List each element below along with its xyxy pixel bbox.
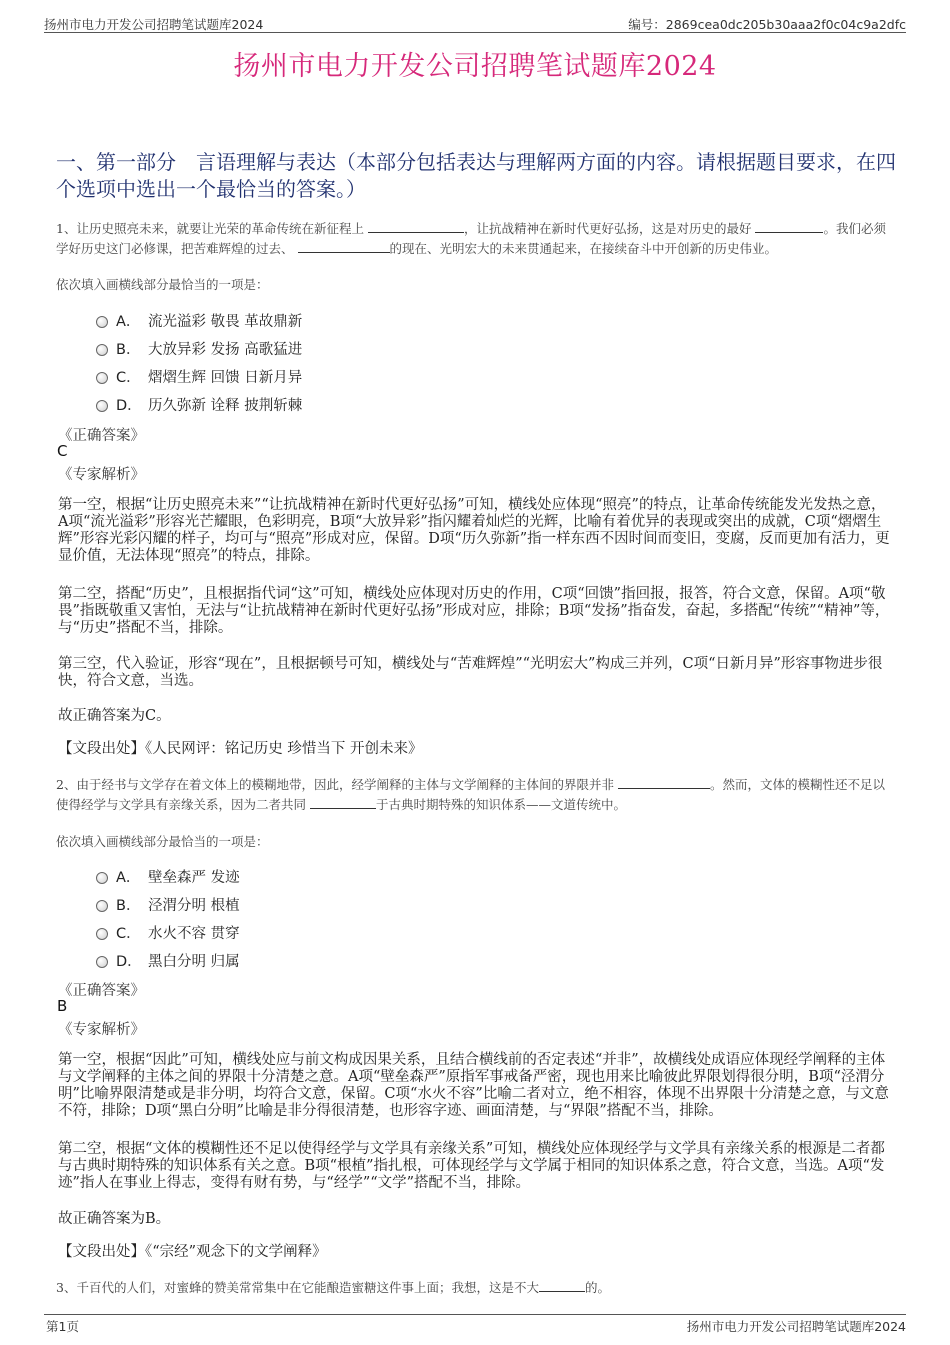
q1-blank-1 — [368, 219, 464, 233]
q1-analysis-para-3: 第三空，代入验证，形容“现在”，且根据顿号可知，横线处与“苦难辉煌”“光明宏大”构成三并列，C项“日新月异”形容事物进步很快，符合文意，当选。 — [58, 656, 883, 689]
q3-text-2: 的。 — [584, 1280, 610, 1295]
q2-analysis-para-2: 第二空，根据“文体的模糊性还不足以使得经学与文学具有亲缘关系”可知，横线处应体现经学与文学具有亲缘关系的根源是二者都与古典时期特殊的知识体系有关之意。B项“根植”指扎根，可体现经学与文学属于相同的知识体系之意，符合文意，当选。A项“发迹”指人在事业上得志，变得有财有势，与“经学”“文学”搭配不当，排除。 — [58, 1141, 885, 1191]
q2-analysis-para-1: 第一空，根据“因此”可知，横线处应与前文构成因果关系，且结合横线前的否定表述“并非”，故横线处成语应体现经学阐释的主体与文学阐释的主体之间的界限十分清楚之意。A项“壁垒森严”原指军事戒备严密，现也用来比喻彼此界限划得很分明，B项“泾渭分明”比喻界限清楚或是非分明，均符合文意，保留。C项“水火不容”比喻二者对立，绝不相容，体现不出界限十分清楚之意，与文意不符，排除；D项“黑白分明”比喻是非分得很清楚，也形容字迹、画面清楚，与“界限”搭配不当，排除。 — [58, 1052, 889, 1119]
option-letter: A． — [116, 870, 141, 886]
q2-option-c[interactable] — [96, 922, 240, 943]
option-letter: C． — [116, 926, 141, 942]
q1-analysis-para-2: 第二空，搭配“历史”，且根据指代词“这”可知，横线处应体现对历史的作用，C项“回馈”指回报，报答，符合文意，保留。A项“敬畏”指既敬重又害怕，无法与“让抗战精神在新时代更好弘扬”形成对应，排除；B项“发扬”指奋发，奋起，多搭配“传统”“精神”等，与“历史”搭配不当，排除。 — [58, 586, 890, 636]
q2-option-d[interactable] — [96, 950, 240, 971]
q1-option-d[interactable] — [96, 394, 302, 415]
option-text: 壁垒森严 发迹 — [148, 870, 240, 886]
header-id-label: 编号： — [628, 17, 666, 32]
q2-answer-label: 《正确答案》 — [58, 983, 145, 999]
radio-icon[interactable] — [96, 872, 108, 884]
q2-source: 【文段出处】《“宗经”观念下的文学阐释》 — [58, 1244, 327, 1260]
page-header — [44, 14, 906, 33]
option-text: 黑白分明 归属 — [148, 954, 240, 970]
q1-option-c[interactable] — [96, 366, 302, 387]
q1-blank-2 — [755, 219, 823, 233]
option-letter: D． — [116, 398, 142, 414]
q1-analysis-para-4: 故正确答案为C。 — [58, 708, 171, 724]
option-text: 流光溢彩 敬畏 革故鼎新 — [148, 314, 303, 330]
q2-blank-1 — [618, 775, 710, 789]
radio-icon[interactable] — [96, 400, 108, 412]
q2-text-3: 于古典时期特殊的知识体系——文道传统中。 — [376, 797, 627, 812]
option-text: 熠熠生辉 回馈 日新月异 — [148, 370, 303, 386]
header-id-code: 2869cea0dc205b30aaa2f0c04c9a2dfc — [665, 17, 906, 32]
option-letter: B． — [116, 898, 141, 914]
q1-text-1: 1、让历史照亮未来，就要让光荣的革命传统在新征程上 — [56, 221, 364, 236]
option-letter: D． — [116, 954, 142, 970]
q2-option-b[interactable] — [96, 894, 240, 915]
q1-analysis-label: 《专家解析》 — [58, 467, 145, 483]
q3-blank-1 — [539, 1278, 585, 1292]
q2-instruction: 依次填入画横线部分最恰当的一项是： — [56, 834, 269, 849]
radio-icon[interactable] — [96, 956, 108, 968]
q1-instruction: 依次填入画横线部分最恰当的一项是： — [56, 277, 269, 292]
q2-blank-2 — [310, 795, 376, 809]
option-text: 水火不容 贯穿 — [148, 926, 240, 942]
q1-option-a[interactable] — [96, 310, 302, 331]
radio-icon[interactable] — [96, 344, 108, 356]
option-text: 历久弥新 诠释 披荆斩棘 — [148, 398, 303, 414]
q1-text-2: ，让抗战精神在新时代更好弘扬，这是对历史的最好 — [463, 221, 752, 236]
section-heading: 一、第一部分 言语理解与表达（本部分包括表达与理解两方面的内容。请根据题目要求，在四个选项中选出一个最恰当的答案。） — [56, 150, 896, 201]
footer-page-number: 第1页 — [46, 1319, 79, 1334]
radio-icon[interactable] — [96, 900, 108, 912]
header-doc-id — [628, 15, 906, 33]
radio-icon[interactable] — [96, 928, 108, 940]
q1-option-b[interactable] — [96, 338, 302, 359]
q1-source: 【文段出处】《人民网评：铭记历史 珍惜当下 开创未来》 — [58, 741, 423, 757]
question-3-stem — [56, 1278, 892, 1298]
radio-icon[interactable] — [96, 372, 108, 384]
header-doc-title: 扬州市电力开发公司招聘笔试题库2024 — [44, 17, 264, 32]
option-text: 大放异彩 发扬 高歌猛进 — [148, 342, 303, 358]
q1-answer: C — [57, 442, 68, 460]
q2-analysis-label: 《专家解析》 — [58, 1022, 145, 1038]
q1-text-4: 的现在、光明宏大的未来贯通起来，在接续奋斗中开创新的历史伟业。 — [389, 241, 778, 256]
q2-text-2: 。然而，文体的模糊性还不足以使得经学与文学具有亲缘关系，因为二者共同 — [56, 777, 885, 812]
q1-answer-label: 《正确答案》 — [58, 428, 145, 444]
footer-doc-title: 扬州市电力开发公司招聘笔试题库2024 — [686, 1319, 906, 1334]
option-letter: C． — [116, 370, 141, 386]
q1-analysis-para-1: 第一空，根据“让历史照亮未来”“让抗战精神在新时代更好弘扬”可知，横线处应体现“照亮”的特点，让革命传统能发光发热之意，A项“流光溢彩”形容光芒耀眼，色彩明亮，B项“大放异彩”指闪耀着灿烂的光辉，比喻有着优异的表现或突出的成就，C项“熠熠生辉”形容光彩闪耀的样子，均可与“照亮”形成对应，保留。D项“历久弥新”指一样东西不因时间而变旧，变腐，反而更加有活力，更显价值，无法体现“照亮”的特点，排除。 — [58, 497, 890, 564]
option-letter: B． — [116, 342, 141, 358]
option-letter: A． — [116, 314, 141, 330]
q2-text-1: 2、由于经书与文学存在着文体上的模糊地带，因此，经学阐释的主体与文学阐释的主体间的界限并非 — [56, 777, 614, 792]
q3-text-1: 3、千百代的人们，对蜜蜂的赞美常常集中在它能酿造蜜糖这件事上面；我想，这是不大 — [56, 1280, 539, 1295]
q2-analysis-para-3: 故正确答案为B。 — [58, 1211, 171, 1227]
page-title: 扬州市电力开发公司招聘笔试题库2024 — [233, 51, 717, 82]
question-1-stem — [56, 219, 892, 259]
page-footer — [44, 1314, 906, 1333]
option-text: 泾渭分明 根植 — [148, 898, 240, 914]
q1-blank-3 — [298, 239, 390, 253]
question-2-stem — [56, 775, 892, 815]
q1-text-3: 。我们必须学好历史这门必修课，把苦难辉煌的过去、 — [56, 221, 886, 256]
q2-answer: B — [57, 997, 68, 1015]
radio-icon[interactable] — [96, 316, 108, 328]
q2-option-a[interactable] — [96, 866, 240, 887]
